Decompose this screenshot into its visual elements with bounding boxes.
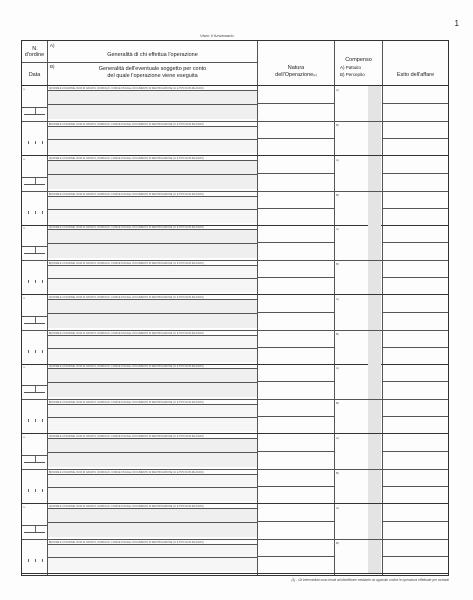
date-tick [35, 559, 36, 562]
entry-compenso-b-marker: B) [336, 262, 339, 267]
entry-a-label [49, 505, 256, 508]
entry-line [382, 312, 448, 313]
entry-b-text: NOME E COGNOME, DATA DI NASCITA, DOMICILIO, CODICE FISCALE, DOCUMENTO DI IDENTIFICAZIONE (N. E TIPO DATA RILASCIO) [52, 540, 204, 544]
register-entry [22, 434, 448, 504]
entry-a-label [49, 87, 256, 90]
header-compenso-a: A) Pattuito [340, 65, 362, 70]
register-entry [22, 86, 448, 156]
entry-b-label [49, 401, 256, 404]
entry-line [257, 556, 334, 557]
entry-line [48, 243, 257, 244]
entry-b-text: NOME E COGNOME, DATA DI NASCITA, DOMICILIO, CODICE FISCALE, DOCUMENTO DI IDENTIFICAZIONE (N. E TIPO DATA RILASCIO) [52, 262, 204, 266]
entry-a-marker: A) [49, 87, 52, 90]
date-tick [42, 211, 43, 214]
date-line [24, 532, 45, 533]
entry-mid-rule [22, 330, 448, 331]
entry-line [48, 265, 257, 266]
date-tick [35, 350, 36, 353]
table-header [22, 41, 448, 85]
entry-line [48, 474, 257, 475]
entry-line [48, 522, 257, 523]
entry-line [382, 451, 448, 452]
date-tick [35, 141, 36, 144]
entry-b-text: NOME E COGNOME, DATA DI NASCITA, DOMICILIO, CODICE FISCALE, DOCUMENTO DI IDENTIFICAZIONE (N. E TIPO DATA RILASCIO) [52, 192, 204, 196]
date-tick [42, 350, 43, 353]
header-data: Data [28, 72, 41, 78]
register-entry [22, 156, 448, 226]
entry-line [48, 404, 257, 405]
entry-b-marker: B) [49, 401, 52, 405]
entry-compenso-a-marker: A) [336, 366, 339, 371]
entry-a-marker: A) [49, 435, 52, 438]
entry-b-marker: B) [49, 123, 52, 126]
entry-line [382, 416, 448, 417]
date-line [24, 392, 45, 393]
entry-mid-rule [22, 260, 448, 261]
header-natura-text: dell'Operazione [275, 72, 314, 78]
entry-b-label [49, 262, 256, 265]
entry-a-label [49, 226, 256, 229]
entry-line [48, 452, 257, 453]
entry-line [257, 277, 334, 278]
entry-a-text: NOME E COGNOME, DATA DI NASCITA, DOMICILIO, CODICE FISCALE, DOCUMENTO DI IDENTIFICAZIONE (N. E TIPO DATA RILASCIO) [52, 435, 204, 438]
entry-compenso-a-marker: A) [336, 227, 339, 232]
entry-line [48, 174, 257, 175]
entry-line [382, 208, 448, 209]
entry-line [257, 173, 334, 174]
entry-line [48, 209, 257, 210]
entry-mid-rule [22, 399, 448, 400]
entry-line [382, 103, 448, 104]
entry-b-marker: B) [49, 262, 52, 266]
header-generalita-b-2: del quale l'operazione viene eseguita [107, 73, 198, 79]
entry-line [48, 126, 257, 127]
entry-line [257, 242, 334, 243]
entry-line [382, 277, 448, 278]
entry-compenso-b-marker: B) [336, 471, 339, 475]
entry-line [48, 438, 257, 439]
header-natura-2 [258, 72, 334, 79]
entry-b-text: NOME E COGNOME, DATA DI NASCITA, DOMICILIO, CODICE FISCALE, DOCUMENTO DI IDENTIFICAZIONE (N. E TIPO DATA RILASCIO) [52, 331, 204, 335]
date-tick [28, 489, 29, 492]
entry-b-text: NOME E COGNOME, DATA DI NASCITA, DOMICILIO, CODICE FISCALE, DOCUMENTO DI IDENTIFICAZIONE (N. E TIPO DATA RILASCIO) [52, 401, 204, 405]
date-tick [35, 211, 36, 214]
entry-mid-rule [22, 469, 448, 470]
entry-line [382, 347, 448, 348]
header-compenso-b: B) Percepito [340, 72, 365, 77]
entry-a-label [49, 365, 256, 368]
entry-mid-rule [22, 121, 448, 122]
entry-a-marker: A) [49, 504, 52, 508]
page-number: 1 [454, 19, 459, 28]
date-tick [35, 489, 36, 492]
entry-compenso-b-marker: B) [336, 123, 339, 127]
entry-line [257, 451, 334, 452]
entry-compenso-b-marker: B) [336, 540, 339, 545]
date-tick [42, 280, 43, 283]
entry-compenso-b-marker: B) [336, 331, 339, 336]
header-generalita-b-1: Generalità dell'eventuale soggetto per conto [98, 66, 207, 72]
date-tick [28, 350, 29, 353]
entry-line [48, 335, 257, 336]
entry-ordine-mark: n. [23, 87, 26, 91]
entry-line [48, 104, 257, 105]
entry-line [257, 208, 334, 209]
footnote: (1) - Gli intermediari sono tenuti ad identificare mediante un apposito codice le operazioni effettuate per contanti [291, 578, 449, 582]
entry-b-label [49, 541, 256, 544]
entry-line [382, 556, 448, 557]
entry-a-label [49, 296, 256, 299]
entry-line [382, 242, 448, 243]
entry-a-marker: A) [49, 365, 52, 369]
entry-compenso-a-marker: A) [336, 505, 339, 510]
date-tick [28, 419, 29, 422]
entry-ordine-mark: n. [23, 435, 26, 439]
entry-a-label [49, 435, 256, 438]
entry-b-label [49, 332, 256, 335]
entry-mid-rule [22, 539, 448, 540]
entry-b-marker: B) [49, 471, 52, 474]
entry-compenso-a-marker: A) [336, 436, 339, 440]
date-tick [28, 141, 29, 144]
header-natura-note: (1) [313, 73, 317, 77]
entry-b-marker: B) [49, 540, 52, 544]
entry-line [48, 139, 257, 140]
header-ordine-n: N. [32, 46, 38, 52]
date-tick [28, 280, 29, 283]
entry-ordine-mark: n. [23, 156, 26, 161]
register-entry [22, 295, 448, 365]
entry-b-label [49, 123, 256, 126]
header-esito: Esito dell'affare [396, 72, 435, 78]
header-ordine-divider [22, 62, 47, 63]
entry-line [382, 521, 448, 522]
visto-label: Visto: Il funzionario [200, 33, 234, 38]
header-ordine: d'ordine [24, 52, 45, 58]
entry-line [48, 544, 257, 545]
header-b-marker: B) [50, 64, 55, 69]
entry-line [48, 557, 257, 558]
entry-line [257, 521, 334, 522]
register-entry [22, 364, 448, 434]
entry-a-text: NOME E COGNOME, DATA DI NASCITA, DOMICILIO, CODICE FISCALE, DOCUMENTO DI IDENTIFICAZIONE (N. E TIPO DATA RILASCIO) [52, 87, 204, 90]
entry-line [48, 299, 257, 300]
entry-a-text: NOME E COGNOME, DATA DI NASCITA, DOMICILIO, CODICE FISCALE, DOCUMENTO DI IDENTIFICAZIONE (N. E TIPO DATA RILASCIO) [52, 504, 204, 508]
entry-line [48, 508, 257, 509]
entry-line [382, 173, 448, 174]
entry-ordine-mark: n. [23, 226, 26, 231]
entry-line [257, 138, 334, 139]
entry-line [382, 486, 448, 487]
entry-a-text: NOME E COGNOME, DATA DI NASCITA, DOMICILIO, CODICE FISCALE, DOCUMENTO DI IDENTIFICAZIONE (N. E TIPO DATA RILASCIO) [52, 365, 204, 369]
entry-a-marker: A) [49, 295, 52, 299]
date-tick [28, 559, 29, 562]
entry-line [257, 416, 334, 417]
entry-a-label [49, 157, 256, 160]
header-generalita-divider [47, 62, 257, 63]
entry-ordine-mark: n. [23, 365, 26, 370]
entry-compenso-b-marker: B) [336, 401, 339, 406]
entry-line [48, 417, 257, 418]
header-a-marker: A) [50, 43, 55, 48]
entry-line [257, 347, 334, 348]
date-tick [42, 559, 43, 562]
entry-line [48, 278, 257, 279]
entry-compenso-b-marker: B) [336, 192, 339, 197]
date-tick [35, 280, 36, 283]
entry-line [48, 313, 257, 314]
entry-a-marker: A) [49, 226, 52, 230]
header-natura-1: Natura [287, 65, 305, 71]
date-line [24, 253, 45, 254]
entry-b-text: NOME E COGNOME, DATA DI NASCITA, DOMICILIO, CODICE FISCALE, DOCUMENTO DI IDENTIFICAZIONE (N. E TIPO DATA RILASCIO) [52, 123, 204, 126]
entry-line [48, 348, 257, 349]
header-generalita-a: Generalità di chi effettua l'operazione [107, 52, 198, 58]
entry-ordine-mark: n. [23, 504, 26, 509]
entry-line [382, 138, 448, 139]
entry-line [382, 381, 448, 382]
date-line [24, 323, 45, 324]
entry-line [48, 196, 257, 197]
date-tick [28, 211, 29, 214]
date-line [24, 184, 45, 185]
entry-mid-rule [22, 191, 448, 192]
entry-a-text: NOME E COGNOME, DATA DI NASCITA, DOMICILIO, CODICE FISCALE, DOCUMENTO DI IDENTIFICAZIONE (N. E TIPO DATA RILASCIO) [52, 295, 204, 299]
entry-bottom-rule [22, 573, 448, 574]
entry-line [257, 486, 334, 487]
entry-line [48, 382, 257, 383]
entry-line [48, 90, 257, 91]
entry-a-text: NOME E COGNOME, DATA DI NASCITA, DOMICILIO, CODICE FISCALE, DOCUMENTO DI IDENTIFICAZIONE (N. E TIPO DATA RILASCIO) [52, 156, 204, 160]
entry-line [257, 381, 334, 382]
date-tick [42, 489, 43, 492]
entry-line [48, 368, 257, 369]
date-line [24, 114, 45, 115]
entry-a-text: NOME E COGNOME, DATA DI NASCITA, DOMICILIO, CODICE FISCALE, DOCUMENTO DI IDENTIFICAZIONE (N. E TIPO DATA RILASCIO) [52, 226, 204, 230]
entry-compenso-a-marker: A) [336, 157, 339, 162]
entry-b-text: NOME E COGNOME, DATA DI NASCITA, DOMICILIO, CODICE FISCALE, DOCUMENTO DI IDENTIFICAZIONE (N. E TIPO DATA RILASCIO) [52, 471, 204, 474]
date-line [24, 462, 45, 463]
entry-b-marker: B) [49, 192, 52, 196]
entry-b-label [49, 193, 256, 196]
date-tick [35, 419, 36, 422]
date-tick [42, 419, 43, 422]
entry-line [48, 160, 257, 161]
entry-a-marker: A) [49, 156, 52, 160]
register-table [21, 40, 449, 576]
entry-compenso-a-marker: A) [336, 88, 339, 92]
entry-line [48, 487, 257, 488]
entry-ordine-mark: n. [23, 295, 26, 300]
register-entry [22, 225, 448, 295]
entry-b-label [49, 471, 256, 474]
header-compenso: Compenso [345, 57, 372, 63]
date-tick [42, 141, 43, 144]
entry-line [48, 229, 257, 230]
entry-b-marker: B) [49, 331, 52, 335]
register-entry [22, 504, 448, 574]
entry-line [257, 103, 334, 104]
entry-compenso-a-marker: A) [336, 296, 339, 301]
entry-line [257, 312, 334, 313]
